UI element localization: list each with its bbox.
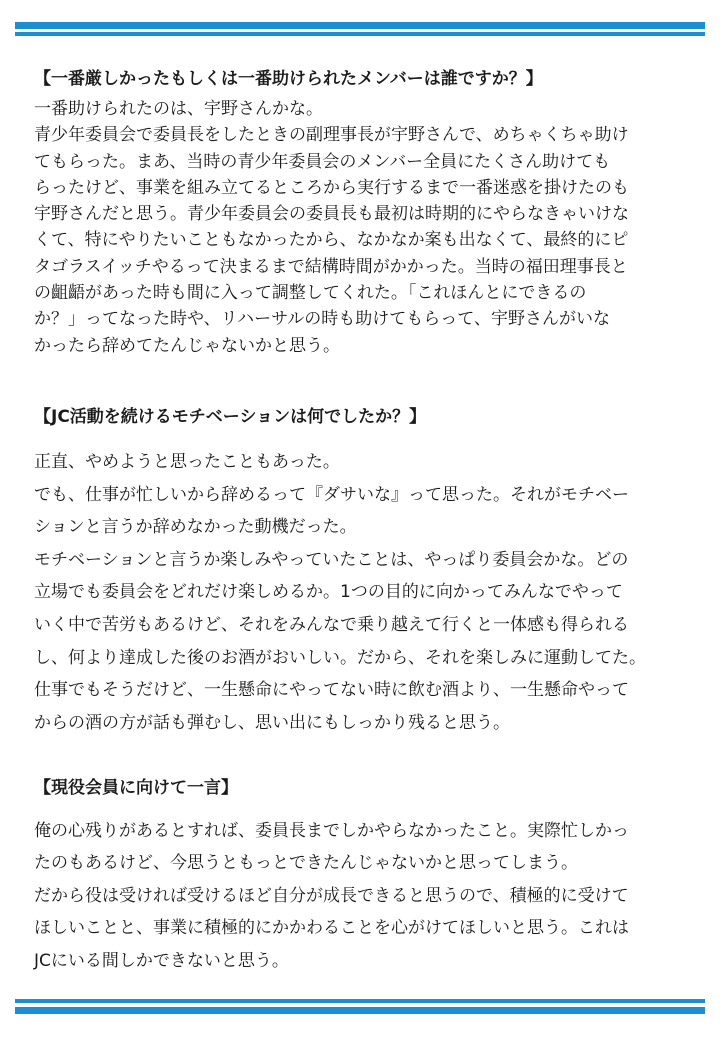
text-line: 一番助けられたのは、宇野さんかな。 (34, 99, 323, 119)
bottom-border-thin (15, 999, 705, 1003)
bottom-border-thick (15, 1007, 705, 1014)
text-line: かったら辞めてたんじゃないかと思う。 (34, 335, 340, 356)
top-border-thick (15, 22, 705, 29)
section-heading: 【現役会員に向けて一言】 (34, 778, 238, 798)
text-line: ションと言うか辞めなかった動機だった。 (34, 517, 357, 538)
text-line: 青少年委員会で委員長をしたときの副理事長が宇野さんで、めちゃくちゃ助け (34, 125, 629, 146)
text-line: 俺の心残りがあるとすれば、委員長までしかやらなかったこと。実際忙しかっ (34, 821, 629, 841)
text-line: の齟齬があった時も間に入って調整してくれた。「これほんとにできるの (34, 283, 587, 304)
text-line: 仕事でもそうだけど、一生懸命にやってない時に飲む酒より、一生懸命やって (34, 680, 629, 701)
text-line: でも、仕事が忙しいから辞めるって『ダサいな』って思った。それがモチベー (34, 484, 629, 505)
text-line: モチベーションと言うか楽しみやっていたことは、やっぱり委員会かな。どの (34, 549, 629, 570)
section-message-to-members (34, 775, 704, 977)
section-toughest-member (34, 66, 704, 359)
text-line: 正直、やめようと思ったこともあった。 (34, 452, 340, 472)
text-line: くて、特にやりたいこともなかったから、なかなか案も出なくて、最終的にピ (34, 230, 629, 251)
top-border-thin (15, 32, 705, 36)
text-line: らったけど、事業を組み立てるところから実行するまで一番迷惑を掛けたのも (34, 177, 629, 198)
text-line: てもらった。まあ、当時の青少年委員会のメンバー全員にたくさん助けても (34, 151, 611, 172)
text-line: 立場でも委員会をどれだけ楽しめるか。1つの目的に向かってみんなでやって (34, 582, 623, 603)
section-heading: 【JC活動を続けるモチベーションは何でしたか？】 (34, 407, 427, 427)
text-line: か？」ってなった時や、リハーサルの時も助けてもらって、宇野さんがいな (34, 309, 610, 330)
text-line: タゴラスイッチやるって決まるまで結構時間がかかった。当時の福田理事長と (34, 256, 628, 277)
section-heading: 【一番厳しかったもしくは一番助けられたメンバーは誰ですか？】 (34, 69, 543, 89)
text-line: ほしいことと、事業に積極的にかかわることを心がけてほしいと思う。これは (34, 918, 629, 939)
section-motivation (34, 404, 704, 739)
text-line: いく中で苦労もあるけど、それをみんなで乗り越えて行くと一体感も得られる (34, 614, 629, 635)
text-line: たのもあるけど、今思うともっとできたんじゃないかと思ってしまう。 (34, 853, 578, 874)
text-line: 宇野さんだと思う。青少年委員会の委員長も最初は時期的にやらなきゃいけな (34, 204, 629, 225)
text-line: し、何より達成した後のお酒がおいしい。だから、それを楽しみに運動してた。 (34, 647, 646, 668)
text-line: からの酒の方が話も弾むし、思い出にもしっかり残ると思う。 (34, 712, 510, 733)
text-line: だから役は受ければ受けるほど自分が成長できると思うので、積極的に受けて (34, 885, 629, 906)
text-line: JCにいる間しかできないと思う。 (34, 950, 289, 971)
